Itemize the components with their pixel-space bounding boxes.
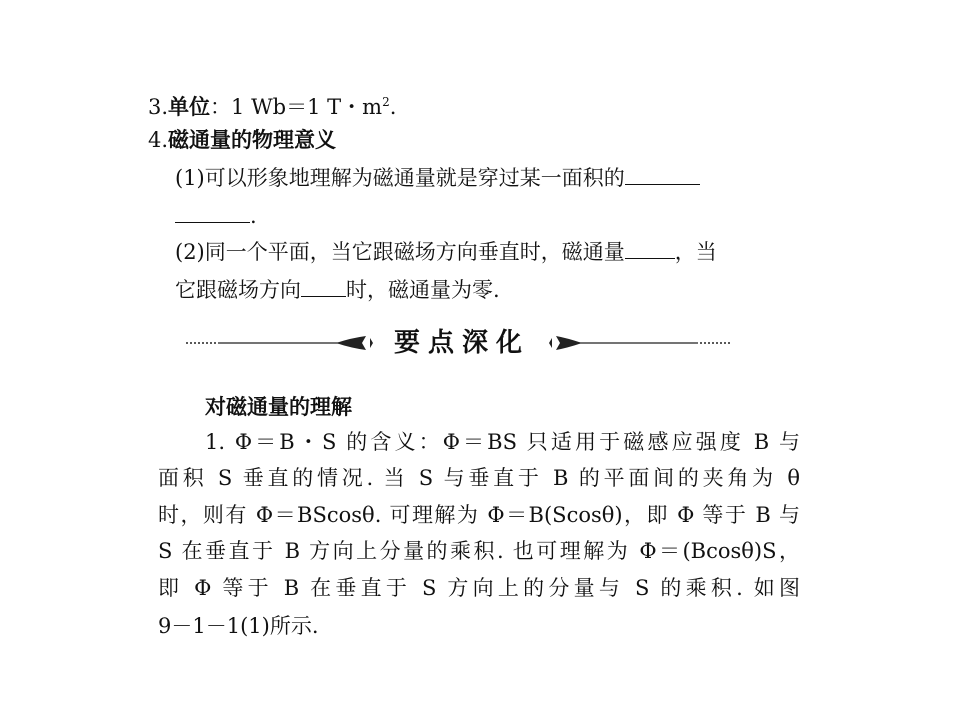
superscript: 2 (382, 95, 390, 109)
fill-blank[interactable] (301, 276, 346, 297)
sub-item-1-line-1 (175, 164, 700, 192)
item-label: 磁通量的物理意义 (168, 128, 337, 152)
fill-blank[interactable] (625, 164, 700, 185)
fill-blank[interactable] (625, 238, 675, 259)
item-number: 3. (148, 95, 169, 119)
item-4-heading (148, 126, 336, 154)
subheading: 对磁通量的理解 (205, 395, 352, 419)
sub-item-2-line-2 (175, 276, 500, 304)
paragraph-line: S 在垂直于 B 方向上分量的乘积. 也可理解为 Φ＝(Bcosθ)S， (158, 539, 800, 563)
section-title: 要点深化 (394, 328, 531, 358)
paragraph-line: 9－1－1(1)所示. (158, 614, 319, 638)
paragraph-line: 即 Φ 等于 B 在垂直于 S 方向上的分量与 S 的乘积. 如图 (158, 576, 800, 600)
period: . (389, 95, 397, 119)
sub-item-text: 时，磁通量为零. (346, 278, 500, 302)
item-label: 单位 (168, 95, 211, 119)
sub-item-text: (2)同一个平面，当它跟磁场方向垂直时，磁通量 (175, 240, 625, 264)
paragraph-line: 面积 S 垂直的情况. 当 S 与垂直于 B 的平面间的夹角为 θ (158, 466, 800, 490)
sub-item-2-line-1 (175, 238, 717, 266)
sub-item-text: 它跟磁场方向 (175, 278, 301, 302)
section-divider (186, 328, 732, 358)
paragraph-line: 1. Φ＝B・S 的含义：Φ＝BS 只适用于磁感应强度 B 与 (205, 430, 800, 454)
period: . (250, 204, 257, 228)
item-number: 4. (148, 128, 169, 152)
unit-text: ：1 Wb＝1 T・m (210, 95, 383, 119)
paragraph-line: 时，则有 Φ＝BScosθ. 可理解为 Φ＝B(Scosθ)，即 Φ 等于 B 与 (158, 503, 800, 527)
sub-item-1-line-2 (175, 202, 257, 230)
sub-item-text: (1)可以形象地理解为磁通量就是穿过某一面积的 (175, 166, 625, 190)
sub-item-text: ，当 (674, 240, 717, 264)
fill-blank[interactable] (175, 202, 250, 223)
item-3-line (148, 88, 396, 121)
